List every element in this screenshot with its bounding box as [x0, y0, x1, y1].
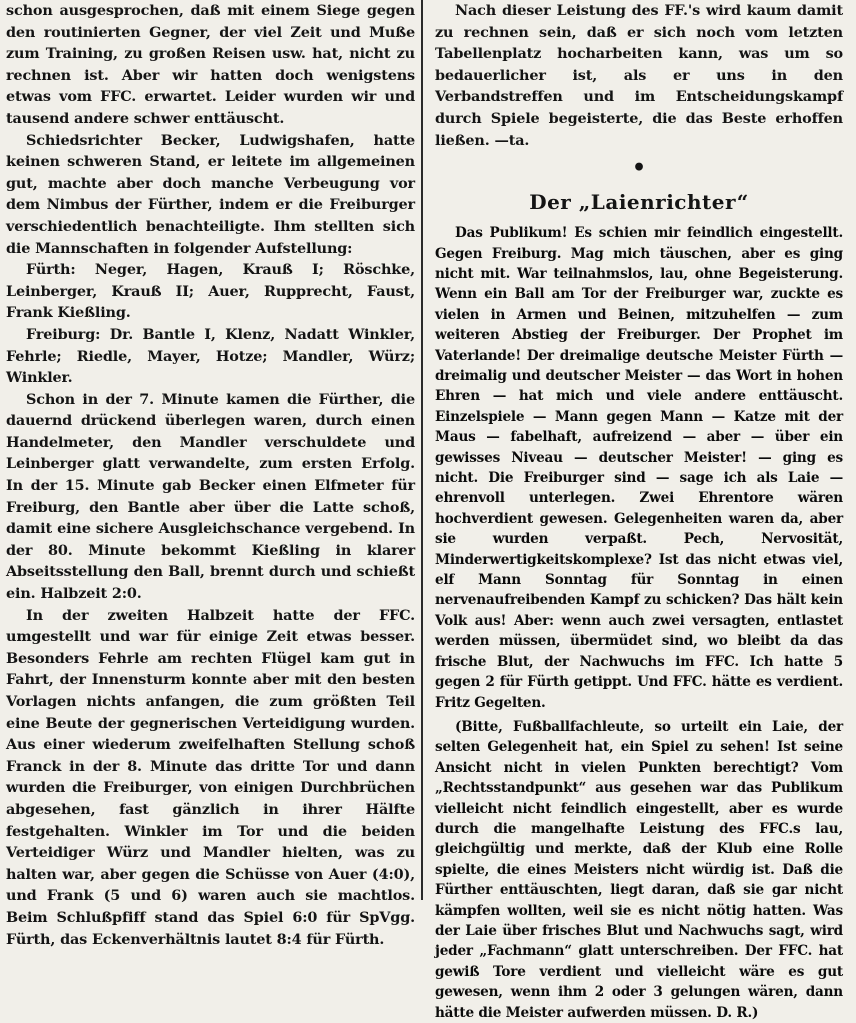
left-paragraph-lineup-fuerth: Fürth: Neger, Hagen, Krauß I; Röschke, Leinberger, Krauß II; Auer, Rupprecht, Faust, Frank Kießling. — [6, 261, 415, 322]
left-paragraph-lineup-freiburg: Freiburg: Dr. Bantle I, Klenz, Nadatt Winkler, Fehrle; Riedle, Mayer, Hotze; Mandler, Würz; Winkler. — [6, 325, 415, 387]
article-title: Der „Laienrichter“ — [529, 190, 749, 215]
left-paragraph-1: schon ausgesprochen, daß mit einem Siege gegen den routinierten Gegner, der viel Zeit und Muße zum Training, zu großen Reisen usw. hat, nicht zu rechnen ist. Aber wir hatten doch wenigstens etwas vom FFC. erwartet. Leider wurden wir und tausend andere schwer enttäuscht. — [6, 2, 415, 127]
left-paragraph-referee: Schiedsrichter Becker, Ludwigshafen, hatte keinen schweren Stand, er leitete im allgemeinen gut, machte aber doch manche Verbeugung vor dem Nimbus der Fürther, indem er die Freiburger verschiedentlich benachteiligte. Ihm stellten sich die Mannschaften in folgender Aufstellung: — [6, 131, 415, 257]
laienrichter-body — [435, 223, 843, 713]
left-paragraph-second-half: In der zweiten Halbzeit hatte der FFC. umgestellt und war für einige Zeit etwas besser. Besonders Fehrle am rechten Flügel kam gut in Fahrt, der Innensturm konnte aber mit den besten Vorlagen nichts anfangen, die zum größten Teil eine Beute der gegnerischen Verteidigung wurden. Aus einer wiederum zweifelhaften Stellung schoß Franck in der 8. Minute das dritte Tor und dann wurden die Freiburger, von einigen Durchbrüchen abgesehen, fast gänzlich in ihrer Hälfte festgehalten. Winkler im Tor und die beiden Verteidiger Würz und Mandler hielten, was zu halten war, aber gegen die Schüsse von Auer (4:0), und Frank (5 und 6) waren auch sie machtlos. Beim Schlußpfiff stand das Spiel 6:0 für SpVgg. Fürth, das Eckenverhältnis lautet 8:4 für Fürth. — [6, 606, 415, 948]
editor-note: (Bitte, Fußballfachleute, so urteilt ein Laie, der selten Gelegenheit hat, ein Spiel zu sehen! Ist seine Ansicht nicht in vielen Punkten berechtigt? Vom „Rechtsstandpunkt“ aus gesehen war das Publikum vielleicht nicht feindlich eingestellt, aber es wurde durch die mangelhafte Leistung des FFC.s lau, gleichgültig und merkte, daß der Klub eine Rolle spielte, die eines Meisters nicht würdig ist. Daß die Fürther enttäuschten, liegt daran, daß sie gar nicht kämpfen wollten, weil sie es nicht nötig hatten. Was der Laie über frisches Blut und Nachwuchs sagt, wird jeder „Fachmann“ glatt unterschreiben. Der FFC. hat gewiß Tore verdient und vielleicht wäre es gut gewesen, wenn ihm 2 oder 3 gelungen wären, dann hätte die Meister aufwerden müssen. D. R.) — [435, 718, 843, 1021]
right-column — [423, 0, 847, 1021]
left-column — [2, 0, 421, 948]
bullet-separator: • — [632, 155, 646, 182]
left-paragraph-first-half: Schon in der 7. Minute kamen die Fürther, die dauernd drückend überlegen waren, durch einen Handelmeter, den Mandler verschuldete und Leinberger glatt verwandelte, zum ersten Erfolg. In der 15. Minute gab Becker einen Elfmeter für Freiburg, den Bantle aber über die Latte schoß, damit eine sichere Ausgleichschance vergebend. In der 80. Minute bekommt Kießling in klarer Abseitsstellung den Ball, brennt durch und schießt ein. Halbzeit 2:0. — [6, 390, 415, 603]
laienrichter-text: Das Publikum! Es schien mir feindlich eingestellt. Gegen Freiburg. Mag mich täuschen, aber es ging nicht mit. War teilnahmslos, lau, ohne Begeisterung. Wenn ein Ball am Tor der Freiburger war, zuckte es vielen in Armen und Beinen, mitzuhelfen — zum weiteren Abstieg der Freiburger. Der Prophet im Vaterlande! Der dreimalige deutsche Meister Fürth — dreimalig und deutscher Meister — das Wort in hohen Ehren — hat mich und viele andere enttäuscht. Einzelspiele — Mann gegen Mann — Katze mit der Maus — fabelhaft, aufreizend — aber — über ein gewisses Niveau — deutscher Meister! — ging es nicht. Die Freiburger sind — sage ich als Laie — ehrenvoll unterlegen. Zwei Ehrentore wären hochverdient gewesen. Gelegenheiten waren da, aber sie wurden verpaßt. Pech, Nervosität, Minderwertigkeitskomplexe? Ist das nicht etwas viel, elf Mann Sonntag für Sonntag in einen nervenaufreibenden Kampf zu schicken? Das hält kein Volk aus! Aber: wenn auch zwei versagten, entlastet werden müssen, übermüdet sind, wo bleibt da das frische Blut, der Nachwuchs im FFC. Ich hatte 5 gegen 2 für Fürth getippt. Und FFC. hätte es verdient. — [435, 225, 843, 691]
right-paragraph-1: Nach dieser Leistung des FF.'s wird kaum damit zu rechnen sein, daß er sich noch vom letzten Tabellenplatz hocharbeiten kann, was um so bedauerlicher ist, als er uns in den Verbandstreffen und im Entscheidungskampf durch Spiele begeisterte, die das Beste erhoffen ließen. —ta. — [435, 2, 843, 149]
author-signature: Fritz Gegelten. — [435, 694, 546, 711]
